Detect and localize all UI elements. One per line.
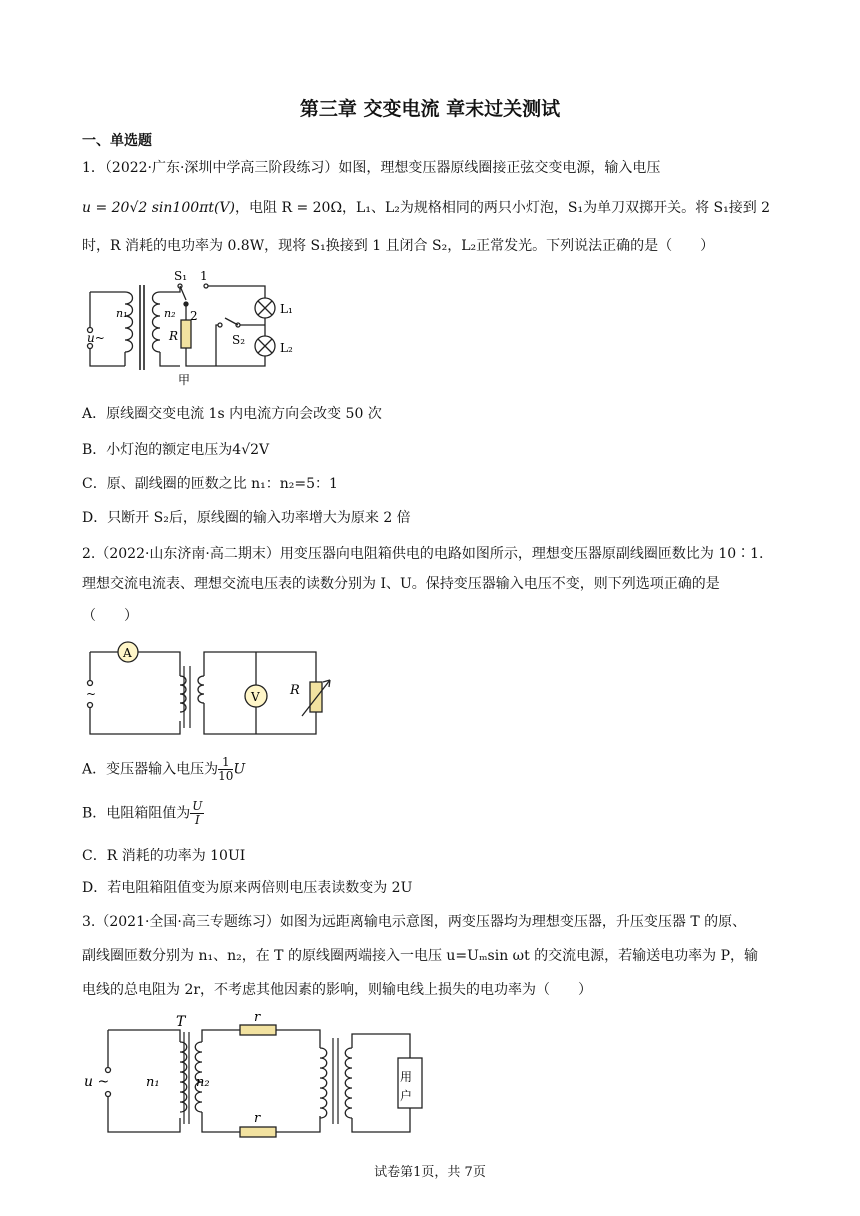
fraction-numerator: U (192, 799, 203, 813)
q3-stem-line1: 3.（2021·全国·高三专题练习）如图为远距离输电示意图，两变压器均为理想变压器，升压变压器 T 的原、 (82, 914, 747, 930)
q1-stem-line3: 时，R 消耗的电功率为 0.8W，现将 S₁换接到 1 且闭合 S₂，L₂正常发光。下列说法正确的是（ ） (82, 238, 715, 254)
q1-fig-pos2: 2 (190, 309, 198, 323)
q3-fig-n1: n₁ (146, 1075, 160, 1090)
fraction-numerator: 1 (218, 756, 233, 770)
q1-fig-L1: L₁ (280, 302, 293, 316)
q2-option-d[interactable]: D．若电阻箱阻值变为原来两倍则电压表读数变为 2U (82, 880, 413, 896)
q1-fig-caption: 甲 (178, 373, 191, 387)
q1-stem-line2 (82, 198, 782, 218)
q2-fig-R: R (290, 683, 300, 698)
section-heading: 一、单选题 (82, 133, 152, 149)
q2-stem-line3: （ ） (82, 608, 138, 624)
q1-fig-u: u~ (87, 331, 105, 345)
q1-formula: u = 20√2 sin100πt(V) (82, 200, 236, 216)
q3-fig-r-top: r (254, 1012, 261, 1025)
q2-option-c[interactable]: C．R 消耗的功率为 10UI (82, 848, 246, 864)
q3-fig-n2: n₂ (196, 1075, 210, 1090)
q2-option-b-fraction (190, 800, 204, 827)
q1-fig-S1: S₁ (174, 270, 188, 283)
q1-stem-line1: 1．（2022·广东·深圳中学高三阶段练习）如图，理想变压器原线圈接正弦交变电源，输入电压 (82, 160, 661, 176)
q1-option-d[interactable]: D．只断开 S₂后，原线圈的输入功率增大为原来 2 倍 (82, 510, 411, 526)
q1-fig-R: R (169, 329, 179, 343)
q3-fig-T: T (176, 1014, 186, 1030)
q3-fig-r-bottom: r (254, 1111, 261, 1126)
q2-fig-source: ~ (86, 687, 97, 701)
q3-stem-line2: 副线圈匝数分别为 n₁、n₂，在 T 的原线圈两端接入一电压 u=Uₘsin ωt 的交流电源，若输送电功率为 P，输 (82, 948, 759, 964)
q1-circuit-diagram (80, 270, 310, 390)
q1-stem-line2-text: ，电阻 R = 20Ω，L₁、L₂为规格相同的两只小灯泡，S₁为单刀双掷开关。将 S₁接到 2 (235, 200, 771, 216)
q2-option-b[interactable] (82, 800, 204, 827)
q3-fig-user-line1: 用 (400, 1070, 413, 1084)
page-footer: 试卷第1页，共 7页 (374, 1165, 486, 1180)
q2-option-a[interactable] (82, 756, 245, 783)
q2-fig-ammeter-label: A (123, 646, 132, 660)
q1-fig-pos1: 1 (200, 270, 208, 283)
q2-fig-voltmeter-label: V (251, 690, 260, 704)
q2-option-a-fraction (218, 756, 233, 783)
q1-option-a[interactable]: A．原线圈交变电流 1s 内电流方向会改变 50 次 (82, 406, 382, 422)
q1-fig-n2: n₂ (164, 307, 176, 320)
q2-option-b-prefix: B．电阻箱阻值为 (82, 805, 191, 822)
q2-option-a-prefix: A．变压器输入电压为 (82, 761, 219, 778)
q1-fig-L2: L₂ (280, 341, 293, 355)
q1-option-c[interactable]: C．原、副线圈的匝数之比 n₁：n₂=5：1 (82, 476, 338, 492)
q2-circuit-diagram (80, 636, 350, 746)
fraction-denominator: 10 (218, 769, 234, 783)
q1-fig-S2: S₂ (232, 333, 246, 347)
q3-transmission-diagram (80, 1012, 440, 1142)
fraction-denominator: I (194, 813, 200, 827)
q1-option-b[interactable]: B．小灯泡的额定电压为4√2V (82, 442, 270, 458)
q1-fig-n1: n₁ (116, 307, 128, 320)
page-title: 第三章 交变电流 章末过关测试 (299, 98, 561, 120)
q2-option-a-suffix: U (233, 761, 246, 778)
q2-stem-line2: 理想交流电流表、理想交流电压表的读数分别为 I、U。保持变压器输入电压不变，则下列选项正确的是 (82, 576, 720, 592)
q2-stem-line1: 2.（2022·山东济南·高二期末）用变压器向电阻箱供电的电路如图所示，理想变压器原副线圈匝数比为 10∶1. (82, 546, 764, 562)
q3-stem-line3: 电线的总电阻为 2r，不考虑其他因素的影响，则输电线上损失的电功率为（ ） (82, 982, 593, 998)
q3-fig-user-line2: 户 (400, 1089, 413, 1103)
q3-fig-u: u ~ (84, 1074, 110, 1090)
